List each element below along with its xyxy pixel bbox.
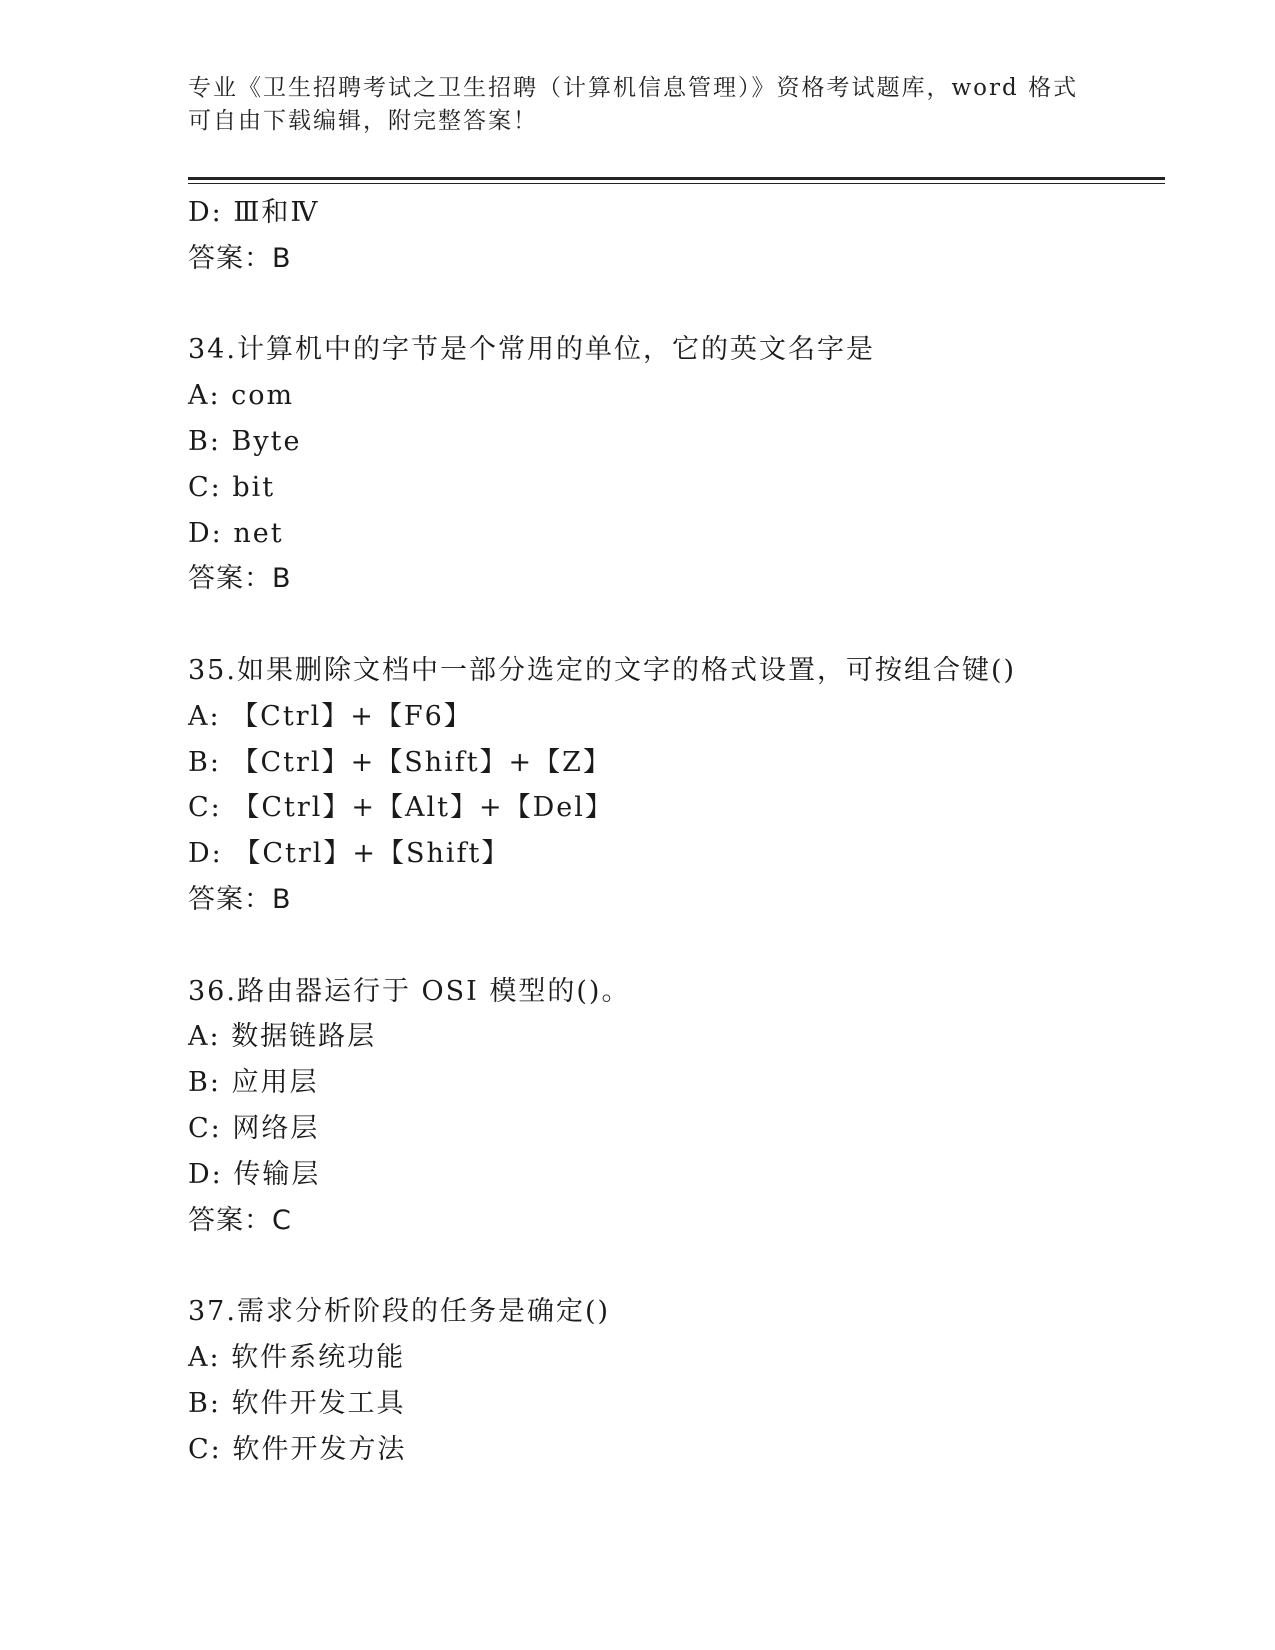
answer: 答案：B (188, 883, 292, 915)
question-stem-37: 37.需求分析阶段的任务是确定() (188, 1296, 611, 1328)
option-c: C: 软件开发方法 (188, 1433, 407, 1465)
header-rule-thin (188, 183, 1165, 184)
question-stem-35: 35.如果删除文档中一部分选定的文字的格式设置，可按组合键() (188, 654, 1017, 686)
answer: 答案：B (188, 563, 292, 595)
spacer (188, 282, 1168, 328)
option-b: B: Byte (188, 425, 302, 457)
header-rule-thick (188, 177, 1165, 180)
option-c: C: bit (188, 471, 276, 503)
spacer (188, 923, 1168, 969)
header-line-1: 专业《卫生招聘考试之卫生招聘（计算机信息管理）》资格考试题库，word 格式 (188, 75, 1079, 101)
option-a: A: com (188, 380, 295, 412)
option-d: D: Ⅲ和Ⅳ (188, 197, 320, 228)
spacer (188, 602, 1168, 648)
option-d: D: 传输层 (188, 1158, 321, 1190)
option-a: A: 【Ctrl】+【F6】 (188, 700, 473, 732)
document-header (188, 72, 1088, 138)
option-d: D: net (188, 517, 284, 549)
answer: 答案：C (188, 1204, 292, 1236)
question-stem-36: 36.路由器运行于 OSI 模型的()。 (188, 975, 631, 1007)
question-stem-34: 34.计算机中的字节是个常用的单位，它的英文名字是 (188, 334, 875, 366)
option-c: C: 网络层 (188, 1112, 320, 1144)
option-d: D: 【Ctrl】+【Shift】 (188, 838, 511, 870)
option-a: A: 软件系统功能 (188, 1341, 406, 1373)
option-b: B: 【Ctrl】+【Shift】+【Z】 (188, 746, 612, 778)
answer: 答案：B (188, 242, 292, 274)
option-c: C: 【Ctrl】+【Alt】+【Del】 (188, 792, 614, 824)
option-a: A: 数据链路层 (188, 1021, 377, 1053)
option-b: B: 软件开发工具 (188, 1387, 406, 1419)
header-line-2: 可自由下载编辑，附完整答案！ (188, 108, 538, 134)
question-list (188, 190, 1168, 1472)
spacer (188, 1243, 1168, 1289)
option-b: B: 应用层 (188, 1067, 319, 1099)
